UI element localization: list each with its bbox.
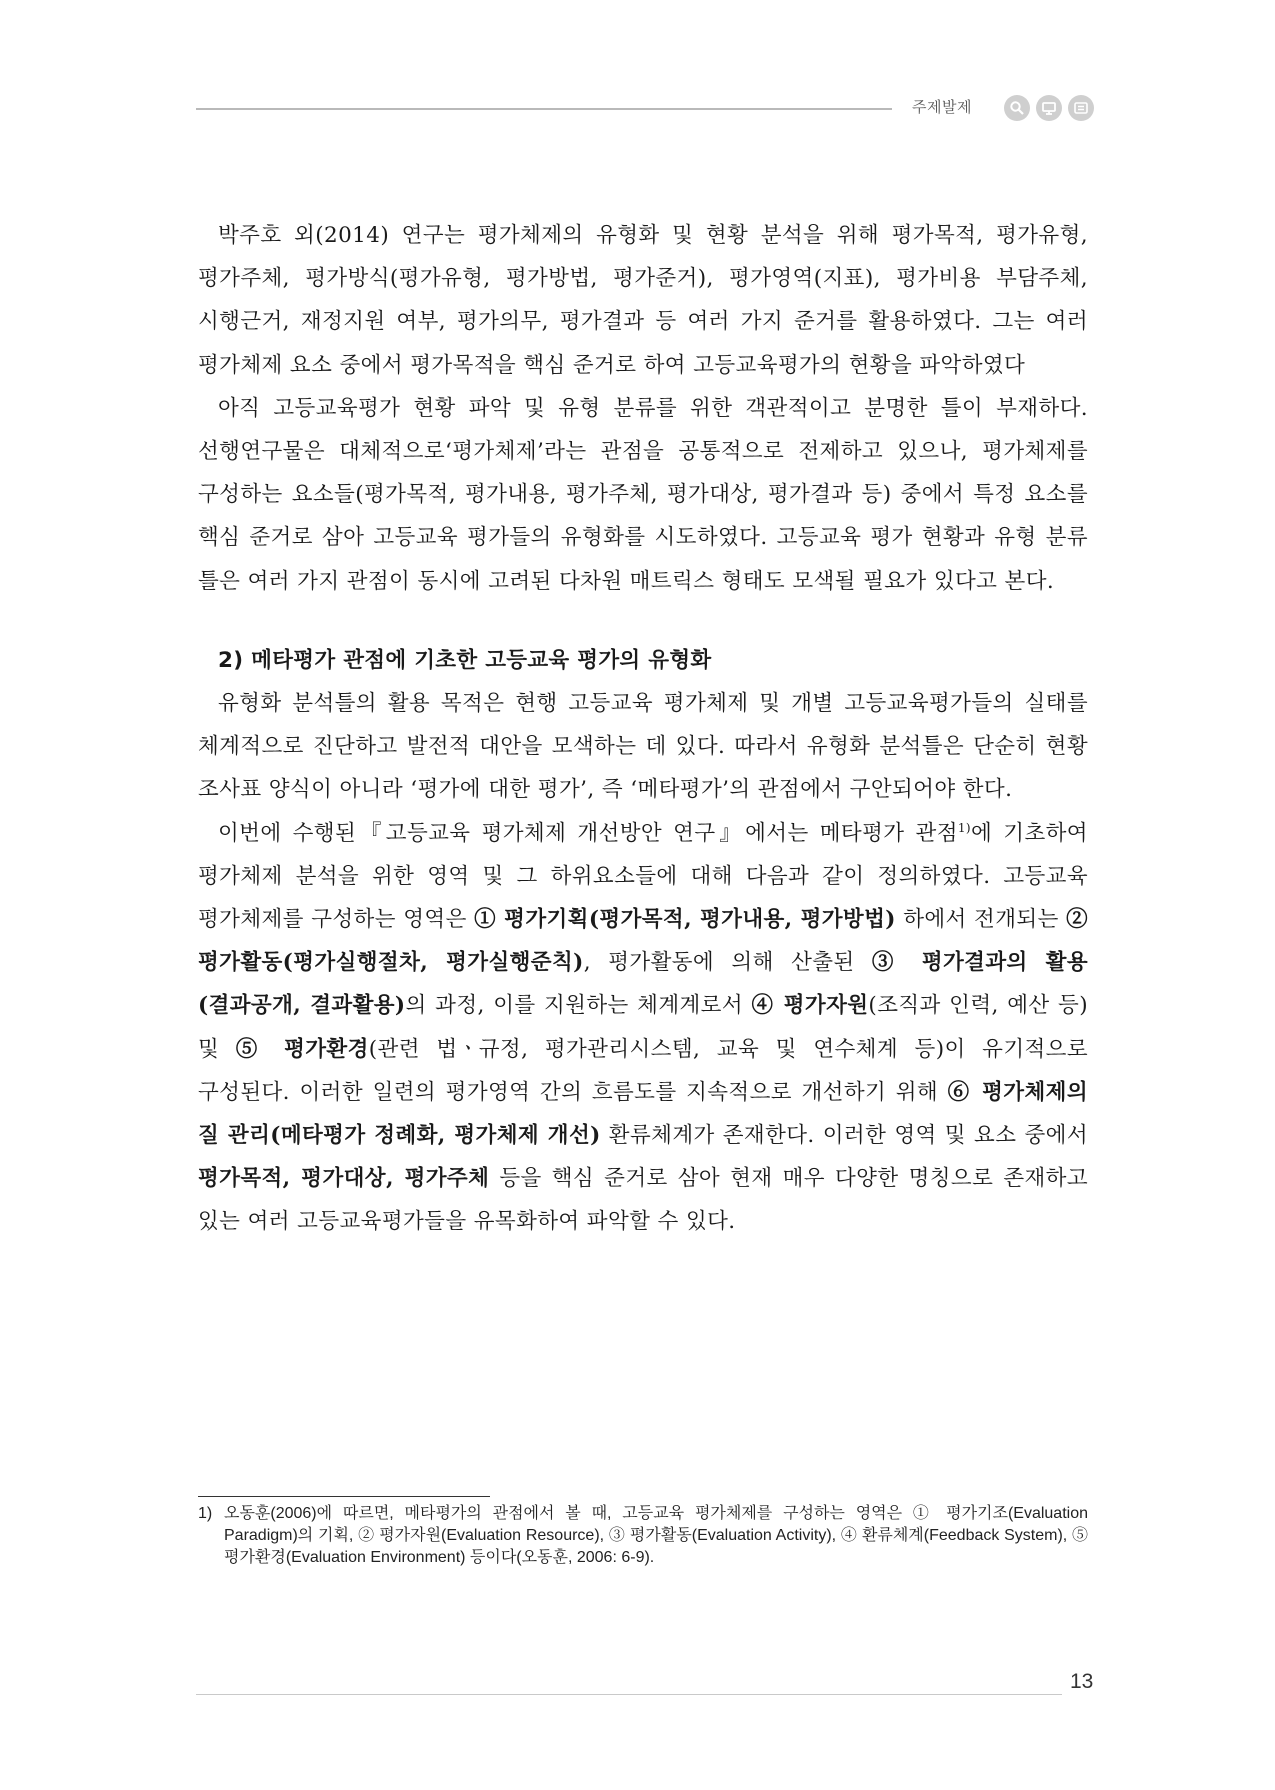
footnote-separator xyxy=(198,1496,490,1497)
emphasis-text: ⑥ 평가체제의 질 관리(메타평가 정례화, 평가체제 개선) xyxy=(198,1079,1088,1149)
text-run: (관련 법ㆍ규정, 평가관리시스템, 교육 및 연수체계 등)이 유기적으로 구성된다. 이러한 일련의 평가영역 간의 흐름도를 지속적으로 개선하기 위해 xyxy=(198,1036,1089,1105)
emphasis-text: 평가목적, 평가대상, 평가주체 xyxy=(198,1166,490,1192)
text-run: , 평가활동에 의해 산출된 xyxy=(583,950,872,976)
text-run: 하에서 전개되는 xyxy=(895,907,1067,933)
footnote-reference[interactable]: 1) xyxy=(957,820,972,835)
search-icon xyxy=(1004,95,1030,121)
text-run: 의 과정, 이를 지원하는 체계계로서 xyxy=(405,993,752,1019)
emphasis-text: ④ 평가자원 xyxy=(751,993,869,1019)
text-run: 등을 핵심 준거로 삼아 현재 매우 다양한 명칭으로 존재하고 있는 여러 고등교육평가들을 유목화하여 파악할 수 있다. xyxy=(198,1166,1089,1235)
footnote-text: 오동훈(2006)에 따르면, 메타평가의 관점에서 볼 때, 고등교육 평가체제를 구성하는 영역은 ① 평가기조(Evaluation Paradigm)의 기획, ② 평가자원(Evaluation Resource), ③ 평가활동(Evaluation Activity), ④ 환류체계(Feedback System), ⑤ 평가환경(Evaluation Environment) 등이다(오동훈, 2006: 6-9). xyxy=(224,1505,1088,1566)
section-spacer xyxy=(198,603,1088,639)
text-run: 환류체계가 존재한다. 이러한 영역 및 요소 중에서 xyxy=(600,1123,1088,1149)
text-run: (조직과 인력, 예산 등) 및 xyxy=(198,993,1088,1062)
header-icon-group xyxy=(1004,95,1094,121)
emphasis-text: ② 평가활동(평가실행절차, 평가실행준칙) xyxy=(198,907,1089,976)
header-rule xyxy=(196,108,892,110)
text-run: 이번에 수행된『고등교육 평가체제 개선방안 연구』에서는 메타평가 관점 xyxy=(218,820,958,846)
subsection-heading: 2) 메타평가 관점에 기초한 고등교육 평가의 유형화 xyxy=(218,647,712,673)
list-icon xyxy=(1068,95,1094,121)
emphasis-text: ⑤ 평가환경 xyxy=(235,1036,369,1062)
body-paragraph xyxy=(198,812,1088,1244)
body-paragraph: 박주호 외(2014) 연구는 평가체제의 유형화 및 현황 분석을 위해 평가목적, 평가유형, 평가주체, 평가방식(평가유형, 평가방법, 평가준거), 평가영역(지표), 평가비용 부담주체, 시행근거, 재정지원 여부, 평가의무, 평가결과 등 여러 가지 준거를 활용하였다. 그는 여러 평가체제 요소 중에서 평가목적을 핵심 준거로 하여 고등교육평가의 현황을 파악하였다 xyxy=(198,223,1088,378)
main-content xyxy=(198,214,1088,1244)
monitor-icon xyxy=(1036,95,1062,121)
footnote-number: 1) xyxy=(198,1505,213,1522)
page-number: 13 xyxy=(1070,1670,1094,1693)
emphasis-text: ① 평가기획(평가목적, 평가내용, 평가방법) xyxy=(474,907,896,933)
footer-rule xyxy=(196,1694,1062,1695)
body-paragraph: 유형화 분석틀의 활용 목적은 현행 고등교육 평가체제 및 개별 고등교육평가들의 실태를 체계적으로 진단하고 발전적 대안을 모색하는 데 있다. 따라서 유형화 분석틀은 단순히 현황 조사표 양식이 아니라 ‘평가에 대한 평가’, 즉 ‘메타평가’의 관점에서 구안되어야 한다. xyxy=(198,691,1088,803)
text-run: 에 기초하여 평가체제 분석을 위한 영역 및 그 하위요소들에 대해 다음과 같이 정의하였다. 고등교육 평가체제를 구성하는 영역은 xyxy=(198,820,1088,933)
emphasis-text: ③ 평가결과의 활용(결과공개, 결과활용) xyxy=(198,950,1088,1019)
body-paragraph: 아직 고등교육평가 현황 파악 및 유형 분류를 위한 객관적이고 분명한 틀이 부재하다. 선행연구물은 대체적으로‘평가체제’라는 관점을 공통적으로 전제하고 있으나, 평가체제를 구성하는 요소들(평가목적, 평가내용, 평가주체, 평가대상, 평가결과 등) 중에서 특정 요소를 핵심 준거로 삼아 고등교육 평가들의 유형화를 시도하였다. 고등교육 평가 현황과 유형 분류 틀은 여러 가지 관점이 동시에 고려된 다차원 매트릭스 형태도 모색될 필요가 있다고 본다. xyxy=(198,395,1088,594)
section-label: 주제발제 xyxy=(912,98,972,116)
footnote xyxy=(198,1503,1088,1569)
